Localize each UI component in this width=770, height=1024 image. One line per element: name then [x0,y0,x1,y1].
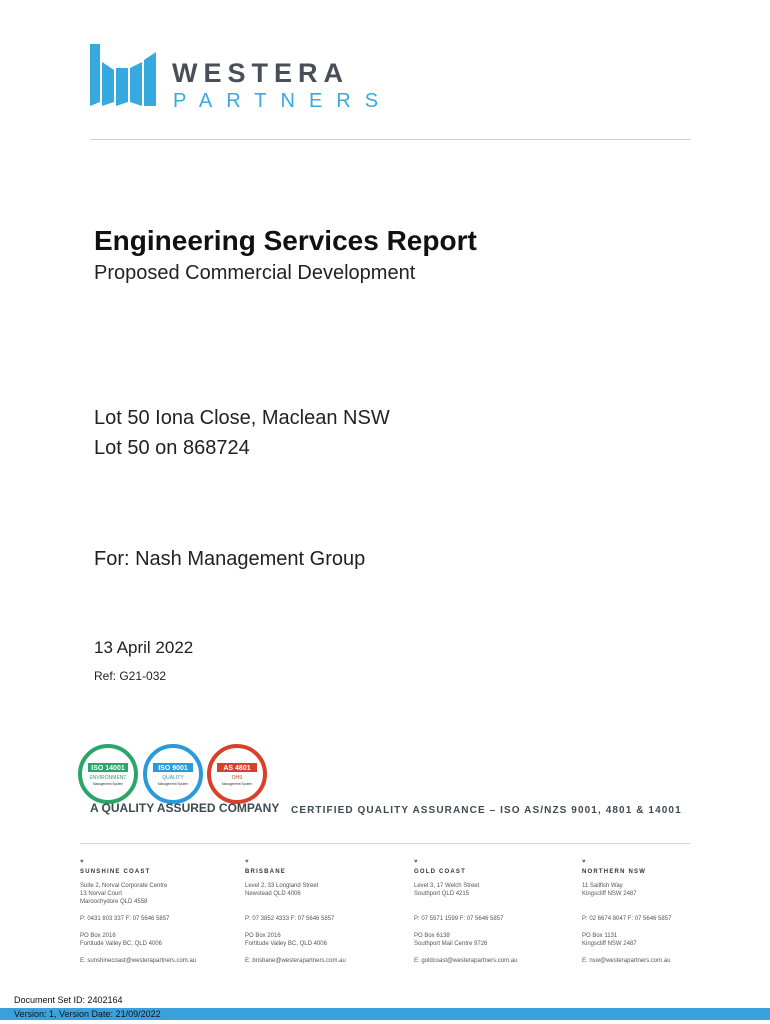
office-name: SUNSHINE COAST [80,869,151,875]
location-pin-icon: ♥ [245,859,249,865]
office-address-line: 13 Norval Court [80,891,123,897]
certified-qa-label: CERTIFIED QUALITY ASSURANCE – ISO AS/NZS 9001, 4801 & 14001 [291,805,682,816]
office-northern-nsw [582,858,742,965]
office-brisbane [245,858,405,965]
as-4801-badge-icon [207,744,267,804]
location-pin-icon: ♥ [80,859,84,865]
badge-3-middle: OHS [231,775,243,781]
office-email[interactable]: E: sunshinecoast@westerapartners.com.au [80,958,197,964]
office-po-box: PO Box 1131 [582,933,618,939]
office-po-box: PO Box 2016 [245,933,281,939]
office-email[interactable]: E: goldcoast@westerapartners.com.au [414,958,518,964]
report-title: Engineering Services Report [94,225,477,256]
office-po-box: Fortitude Valley BC, QLD 4006 [245,941,327,947]
office-gold-coast [414,858,574,965]
site-address: Lot 50 Iona Close, Maclean NSW [94,407,390,429]
office-address-line: 11 Sailfish Way [582,883,623,889]
office-address-line: Maroochydore QLD 4558 [80,899,148,905]
badge-1-top: ISO 14001 [91,765,125,772]
lot-description: Lot 50 on 868724 [94,437,250,459]
iso-9001-badge-icon [143,744,203,804]
office-sunshine-coast [80,858,240,965]
footer-divider [80,843,690,844]
badge-2-top: ISO 9001 [158,765,188,772]
client-name: For: Nash Management Group [94,548,366,570]
office-po-box: PO Box 2016 [80,933,116,939]
office-address-line: Newstead QLD 4006 [245,891,301,897]
location-pin-icon: ♥ [582,859,586,865]
header-divider [90,139,690,140]
office-email[interactable]: E: brisbane@westerapartners.com.au [245,958,346,964]
badge-1-middle: ENVIRONMENT [89,775,127,781]
office-phone: P: 02 6674 8047 F: 07 5646 5857 [582,916,672,922]
logo-subtitle: PARTNERS [173,90,393,112]
office-email[interactable]: E: nsw@westerapartners.com.au [582,958,671,964]
badge-2-bottom: Management System [157,782,189,786]
office-phone: P: 07 5571 1599 F: 07 5646 5857 [414,916,504,922]
logo-mark-icon [88,42,168,112]
office-address-line: Suite 2, Norval Corporate Centre [80,883,168,889]
iso-14001-badge-icon [78,744,138,804]
office-po-box: PO Box 6138 [414,933,450,939]
office-address-line: Southport QLD 4215 [414,891,470,897]
office-address-line: Kingscliff NSW 2487 [582,891,637,897]
office-name: GOLD COAST [414,869,466,875]
report-subtitle: Proposed Commercial Development [94,262,416,284]
office-address-line: Level 2, 33 Longland Street [245,883,319,889]
office-name: BRISBANE [245,869,286,875]
office-phone: P: 0431 803 337 F: 07 5646 5857 [80,916,170,922]
report-reference: Ref: G21-032 [94,669,167,683]
logo-wordmark: WESTERA [172,58,349,88]
office-address-line: Level 3, 17 Welch Street [414,883,480,889]
office-phone: P: 07 3852 4333 F: 07 5646 5857 [245,916,335,922]
badge-3-bottom: Management System [221,782,253,786]
office-name: NORTHERN NSW [582,869,647,875]
quality-assured-label: A QUALITY ASSURED COMPANY [90,801,280,815]
office-po-box: Southport Mail Centre 9726 [414,941,488,947]
office-po-box: Fortitude Valley BC, QLD 4006 [80,941,162,947]
badge-1-bottom: Management System [92,782,124,786]
badge-2-middle: QUALITY [162,775,184,781]
office-po-box: Kingscliff NSW 2487 [582,941,637,947]
badge-3-top: AS 4801 [223,765,251,772]
version-info: Version: 1, Version Date: 21/09/2022 [14,1009,161,1019]
location-pin-icon: ♥ [414,859,418,865]
document-set-id: Document Set ID: 2402164 [14,995,123,1005]
report-date: 13 April 2022 [94,638,194,657]
